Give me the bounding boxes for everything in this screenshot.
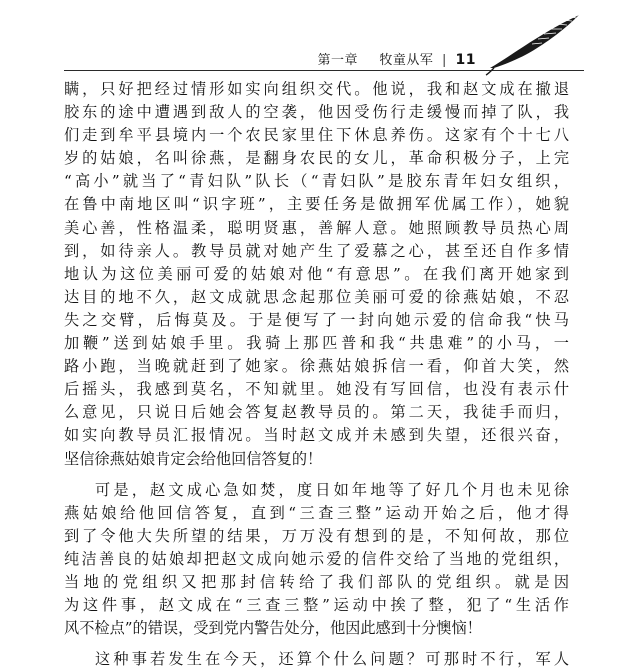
text-line: 燕姑娘给他回信答复，直到“三查三整”运动开始之后，他才得 (64, 503, 569, 522)
chapter-label: 第一章 (317, 53, 359, 68)
body-text (64, 78, 569, 671)
text-line: 后摇头，我感到莫名，不知就里。她没有写回信，也没有表示什 (64, 380, 569, 399)
text-line: 如实向教导员汇报情况。当时赵文成并未感到失望，还很兴奋， (64, 426, 569, 445)
page-number: 11 (455, 52, 476, 68)
text-line: 坚信徐燕姑娘肯定会给他回信答复的！ (64, 449, 323, 468)
paragraph-1 (64, 78, 569, 471)
text-line: 们走到牟平县境内一个农民家里住下休息养伤。这家有个十七八 (64, 126, 569, 145)
text-line: 可是，赵文成心急如焚，度日如年地等了好几个月也未见徐 (95, 480, 569, 499)
text-line: “高小”就当了“青妇队”队长（“青妇队”是胶东青年妇女组织， (64, 172, 569, 191)
text-line: 地认为这位美丽可爱的姑娘对他“有意思”。在我们离开她家到 (64, 264, 569, 283)
text-line: 达目的地不久，赵文成就思念起那位美丽可爱的徐燕姑娘，不忍 (64, 287, 569, 306)
text-line: 胶东的途中遭遇到敌人的空袭，他因受伤行走缓慢而掉了队，我 (64, 103, 569, 122)
text-line: 当地的党组织又把那封信转给了我们部队的党组织。就是因 (64, 572, 569, 591)
text-line: 美心善，性格温柔，聪明贤惠，善解人意。她照顾教导员热心周 (64, 218, 569, 237)
running-head (318, 49, 476, 68)
text-line: 到了令他大失所望的结果，万万没有想到的是，不知何故，那位 (64, 526, 569, 545)
paragraph-3 (64, 648, 569, 671)
text-line: 风不检点”的错误，受到党内警告处分，他因此感到十分懊恼！ (64, 619, 482, 638)
text-line: 么意见，只说日后她会答复赵教导员的。第二天，我徒手而归， (64, 403, 569, 422)
text-line: 瞒，只好把经过情形如实向组织交代。他说，我和赵文成在撤退 (64, 80, 569, 98)
text-line: 加鞭”送到姑娘手里。我骑上那匹普和我“共患难”的小马，一 (64, 334, 569, 353)
text-line: 这种事若发生在今天，还算个什么问题？可那时不行，军人 (95, 650, 569, 669)
quill-pen-icon (484, 10, 584, 76)
paragraph-2 (64, 479, 569, 641)
header-separator: | (441, 53, 447, 68)
text-line: 失之交臂，后悔莫及。于是便写了一封向她示爱的信命我“快马 (64, 310, 569, 329)
text-line: 岁的姑娘，名叫徐燕，是翻身农民的女儿，革命积极分子，上完 (64, 149, 569, 168)
text-line: 为这件事，赵文成在“三查三整”运动中挨了整，犯了“生活作 (64, 596, 569, 615)
text-line: 路小跑，当晚就赶到了她家。徐燕姑娘拆信一看，仰首大笑，然 (64, 357, 569, 376)
page-header (64, 18, 584, 72)
text-line: 在鲁中南地区叫“识字班”，主要任务是做拥军优属工作），她貌 (64, 195, 569, 214)
text-line: 到，如待亲人。教导员就对她产生了爱慕之心，甚至还自作多情 (64, 241, 569, 260)
text-line: 纯洁善良的姑娘却把赵文成向她示爱的信件交给了当地的党组织， (64, 549, 569, 568)
chapter-title: 牧童从军 (379, 53, 434, 68)
